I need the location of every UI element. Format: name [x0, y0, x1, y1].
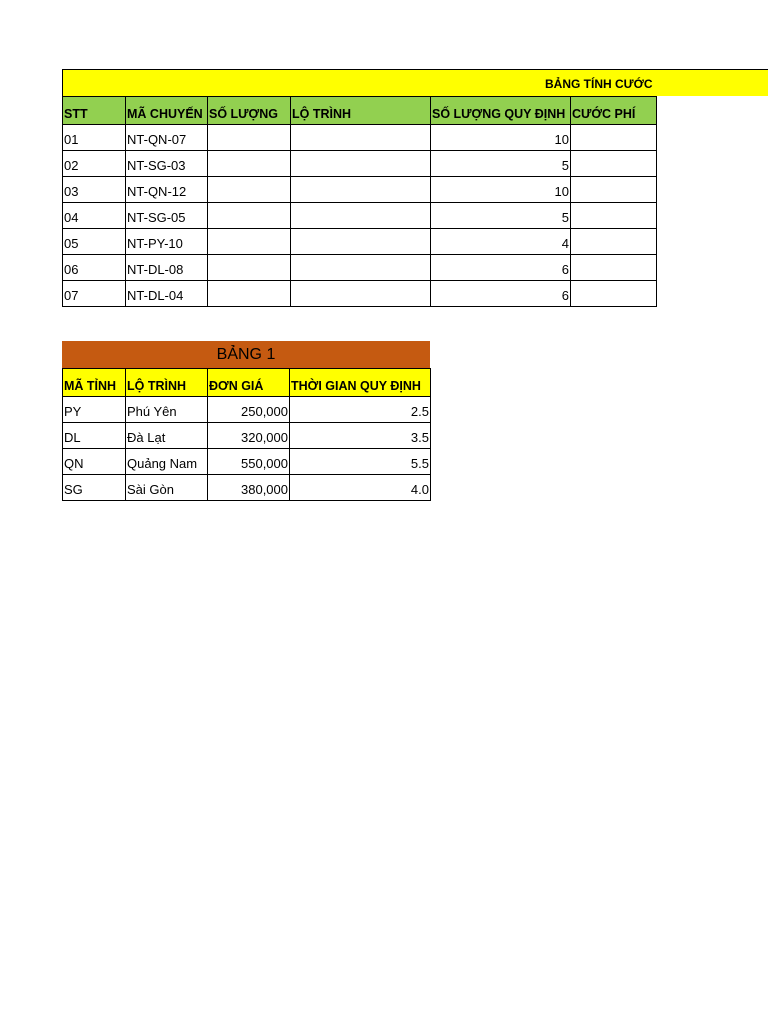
- cell-lo-trinh[interactable]: Đà Lạt: [126, 423, 208, 449]
- header-lo-trinh[interactable]: LỘ TRÌNH: [126, 369, 208, 397]
- cell-so-luong-quy-dinh[interactable]: 6: [431, 281, 571, 307]
- header-cuoc-phi[interactable]: CƯỚC PHÍ: [571, 97, 657, 125]
- main-title: BẢNG TÍNH CƯỚC: [545, 77, 653, 91]
- table-row: [63, 229, 657, 255]
- cell-lo-trinh[interactable]: [291, 125, 431, 151]
- cell-stt[interactable]: 03: [63, 177, 126, 203]
- cell-stt[interactable]: 06: [63, 255, 126, 281]
- cell-ma-chuyen[interactable]: NT-SG-05: [126, 203, 208, 229]
- cell-cuoc-phi[interactable]: [571, 125, 657, 151]
- header-ma-chuyen[interactable]: MÃ CHUYẾN: [126, 97, 208, 125]
- header-stt[interactable]: STT: [63, 97, 126, 125]
- cell-so-luong-quy-dinh[interactable]: 5: [431, 151, 571, 177]
- cell-don-gia[interactable]: 550,000: [208, 449, 290, 475]
- cell-cuoc-phi[interactable]: [571, 203, 657, 229]
- cell-don-gia[interactable]: 380,000: [208, 475, 290, 501]
- cell-so-luong-quy-dinh[interactable]: 6: [431, 255, 571, 281]
- route-reference-table: [62, 368, 431, 501]
- cell-ma-tinh[interactable]: DL: [63, 423, 126, 449]
- cell-ma-chuyen[interactable]: NT-SG-03: [126, 151, 208, 177]
- cell-so-luong[interactable]: [208, 281, 291, 307]
- table-row: [63, 203, 657, 229]
- cell-so-luong[interactable]: [208, 177, 291, 203]
- table-row: [63, 397, 431, 423]
- cell-ma-chuyen[interactable]: NT-QN-07: [126, 125, 208, 151]
- cell-so-luong[interactable]: [208, 203, 291, 229]
- cell-stt[interactable]: 02: [63, 151, 126, 177]
- cell-lo-trinh[interactable]: [291, 151, 431, 177]
- table-row: [63, 255, 657, 281]
- freight-table: [62, 96, 657, 307]
- cell-cuoc-phi[interactable]: [571, 229, 657, 255]
- cell-lo-trinh[interactable]: [291, 281, 431, 307]
- cell-lo-trinh[interactable]: [291, 203, 431, 229]
- cell-so-luong-quy-dinh[interactable]: 10: [431, 177, 571, 203]
- header-so-luong-quy-dinh[interactable]: SỐ LƯỢNG QUY ĐỊNH: [431, 97, 571, 125]
- cell-ma-tinh[interactable]: QN: [63, 449, 126, 475]
- cell-don-gia[interactable]: 320,000: [208, 423, 290, 449]
- cell-so-luong[interactable]: [208, 125, 291, 151]
- cell-lo-trinh[interactable]: [291, 229, 431, 255]
- cell-ma-chuyen[interactable]: NT-DL-08: [126, 255, 208, 281]
- main-title-bar: [62, 69, 768, 96]
- table-row: [63, 177, 657, 203]
- cell-so-luong-quy-dinh[interactable]: 5: [431, 203, 571, 229]
- cell-ma-tinh[interactable]: PY: [63, 397, 126, 423]
- cell-thoi-gian[interactable]: 3.5: [290, 423, 431, 449]
- table-row: [63, 151, 657, 177]
- cell-thoi-gian[interactable]: 2.5: [290, 397, 431, 423]
- header-ma-tinh[interactable]: MÃ TỈNH: [63, 369, 126, 397]
- cell-thoi-gian[interactable]: 4.0: [290, 475, 431, 501]
- header-thoi-gian-quy-dinh[interactable]: THỜI GIAN QUY ĐỊNH: [290, 369, 431, 397]
- header-don-gia[interactable]: ĐƠN GIÁ: [208, 369, 290, 397]
- cell-so-luong-quy-dinh[interactable]: 4: [431, 229, 571, 255]
- cell-so-luong[interactable]: [208, 151, 291, 177]
- cell-stt[interactable]: 04: [63, 203, 126, 229]
- cell-cuoc-phi[interactable]: [571, 281, 657, 307]
- cell-so-luong-quy-dinh[interactable]: 10: [431, 125, 571, 151]
- cell-so-luong[interactable]: [208, 229, 291, 255]
- table-row: [63, 125, 657, 151]
- cell-cuoc-phi[interactable]: [571, 177, 657, 203]
- cell-cuoc-phi[interactable]: [571, 151, 657, 177]
- table-header-row: [63, 369, 431, 397]
- cell-don-gia[interactable]: 250,000: [208, 397, 290, 423]
- cell-ma-chuyen[interactable]: NT-PY-10: [126, 229, 208, 255]
- cell-lo-trinh[interactable]: Phú Yên: [126, 397, 208, 423]
- header-lo-trinh[interactable]: LỘ TRÌNH: [291, 97, 431, 125]
- cell-lo-trinh[interactable]: Sài Gòn: [126, 475, 208, 501]
- cell-thoi-gian[interactable]: 5.5: [290, 449, 431, 475]
- cell-ma-tinh[interactable]: SG: [63, 475, 126, 501]
- cell-stt[interactable]: 05: [63, 229, 126, 255]
- table-row: [63, 475, 431, 501]
- table-row: [63, 449, 431, 475]
- bang1-title: BẢNG 1: [62, 341, 430, 368]
- table-header-row: [63, 97, 657, 125]
- cell-lo-trinh[interactable]: Quảng Nam: [126, 449, 208, 475]
- cell-lo-trinh[interactable]: [291, 255, 431, 281]
- cell-ma-chuyen[interactable]: NT-DL-04: [126, 281, 208, 307]
- cell-stt[interactable]: 07: [63, 281, 126, 307]
- cell-cuoc-phi[interactable]: [571, 255, 657, 281]
- cell-so-luong[interactable]: [208, 255, 291, 281]
- table-row: [63, 423, 431, 449]
- cell-lo-trinh[interactable]: [291, 177, 431, 203]
- table-row: [63, 281, 657, 307]
- header-so-luong[interactable]: SỐ LƯỢNG: [208, 97, 291, 125]
- cell-stt[interactable]: 01: [63, 125, 126, 151]
- cell-ma-chuyen[interactable]: NT-QN-12: [126, 177, 208, 203]
